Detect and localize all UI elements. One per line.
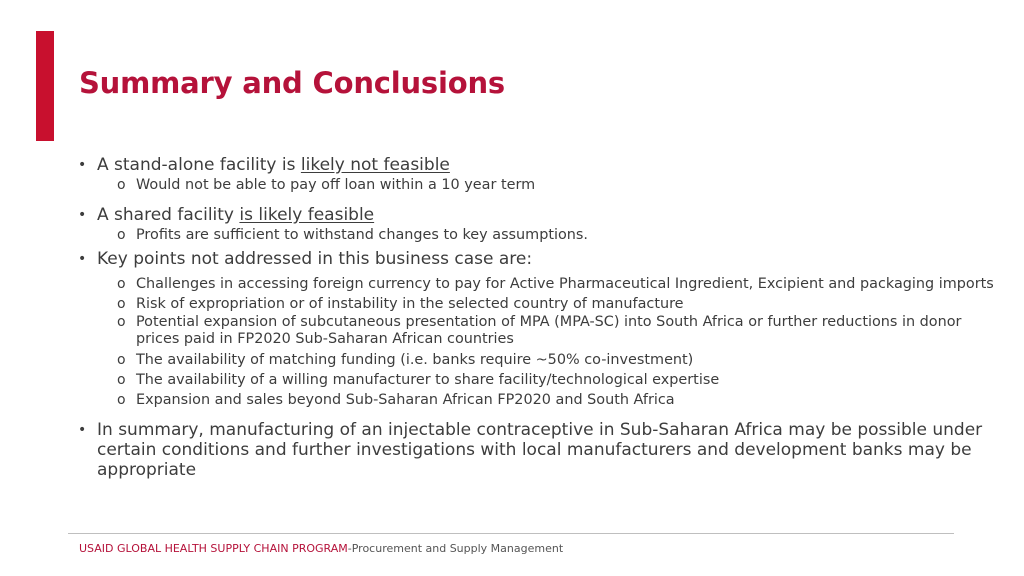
sub-bullet-marker: o [117, 372, 126, 388]
sub-bullet-marker: o [117, 276, 126, 292]
bullet-item [76, 155, 1006, 175]
bullet-marker: • [78, 251, 87, 267]
sub-bullet-marker: o [117, 227, 126, 243]
sub-bullet-marker: o [117, 177, 126, 193]
sub-bullet-item [76, 175, 1006, 195]
sub-bullet-item [76, 274, 1006, 294]
sub-bullet-text: Would not be able to pay off loan within a 10 year term [136, 177, 536, 193]
sub-bullet-item [76, 350, 1006, 370]
accent-bar [36, 31, 54, 141]
bullet-marker: • [78, 207, 87, 223]
slide-body [76, 155, 1006, 480]
sub-bullet-text: The availability of a willing manufacturer to share facility/technological expertise [136, 372, 720, 388]
sub-bullet-marker: o [117, 352, 126, 368]
bullet-marker: • [78, 422, 87, 438]
sub-bullet-text: Potential expansion of subcutaneous presentation of MPA (MPA-SC) into South Africa or further reductions in donor prices paid in FP2020 Sub-Saharan African countries [136, 314, 962, 347]
sub-bullet-text: Expansion and sales beyond Sub-Saharan African FP2020 and South Africa [136, 392, 675, 408]
sub-bullet-marker: o [117, 314, 126, 330]
bullet-text: In summary, manufacturing of an injectable contraceptive in Sub-Saharan Africa may be possible under certain conditions and further investigations with local manufacturers and development banks may be appropriate [97, 420, 983, 480]
footer-divider [68, 533, 954, 534]
bullet-item [76, 249, 1006, 269]
bullet-item [76, 420, 997, 480]
sub-bullet-text: Challenges in accessing foreign currency to pay for Active Pharmaceutical Ingredient, Excipient and packaging imports [136, 276, 994, 292]
bullet-emphasis: is likely feasible [239, 205, 375, 225]
bullet-text: A shared facility [97, 205, 240, 225]
footer [79, 542, 563, 555]
footer-suffix: -Procurement and Supply Management [347, 542, 564, 555]
sub-bullet-marker: o [117, 296, 126, 312]
bullet-emphasis: likely not feasible [300, 155, 450, 175]
sub-bullet-item [76, 370, 1006, 390]
sub-bullet-marker: o [117, 392, 126, 408]
sub-bullet-item [76, 390, 1006, 410]
sub-bullet-item [76, 314, 1006, 350]
bullet-text: Key points not addressed in this business case are: [97, 249, 533, 269]
bullet-marker: • [78, 157, 87, 173]
sub-bullet-item [76, 225, 1006, 245]
bullet-item [76, 205, 1006, 225]
sub-bullet-text: The availability of matching funding (i.e. banks require ~50% co-investment) [136, 352, 694, 368]
bullet-text: A stand-alone facility is [97, 155, 301, 175]
sub-bullet-item [76, 294, 1006, 314]
footer-org: USAID GLOBAL HEALTH SUPPLY CHAIN PROGRAM [79, 542, 348, 555]
sub-bullet-text: Risk of expropriation or of instability in the selected country of manufacture [136, 296, 684, 312]
sub-bullet-text: Profits are sufficient to withstand changes to key assumptions. [136, 227, 588, 243]
slide-title: Summary and Conclusions [79, 66, 505, 100]
